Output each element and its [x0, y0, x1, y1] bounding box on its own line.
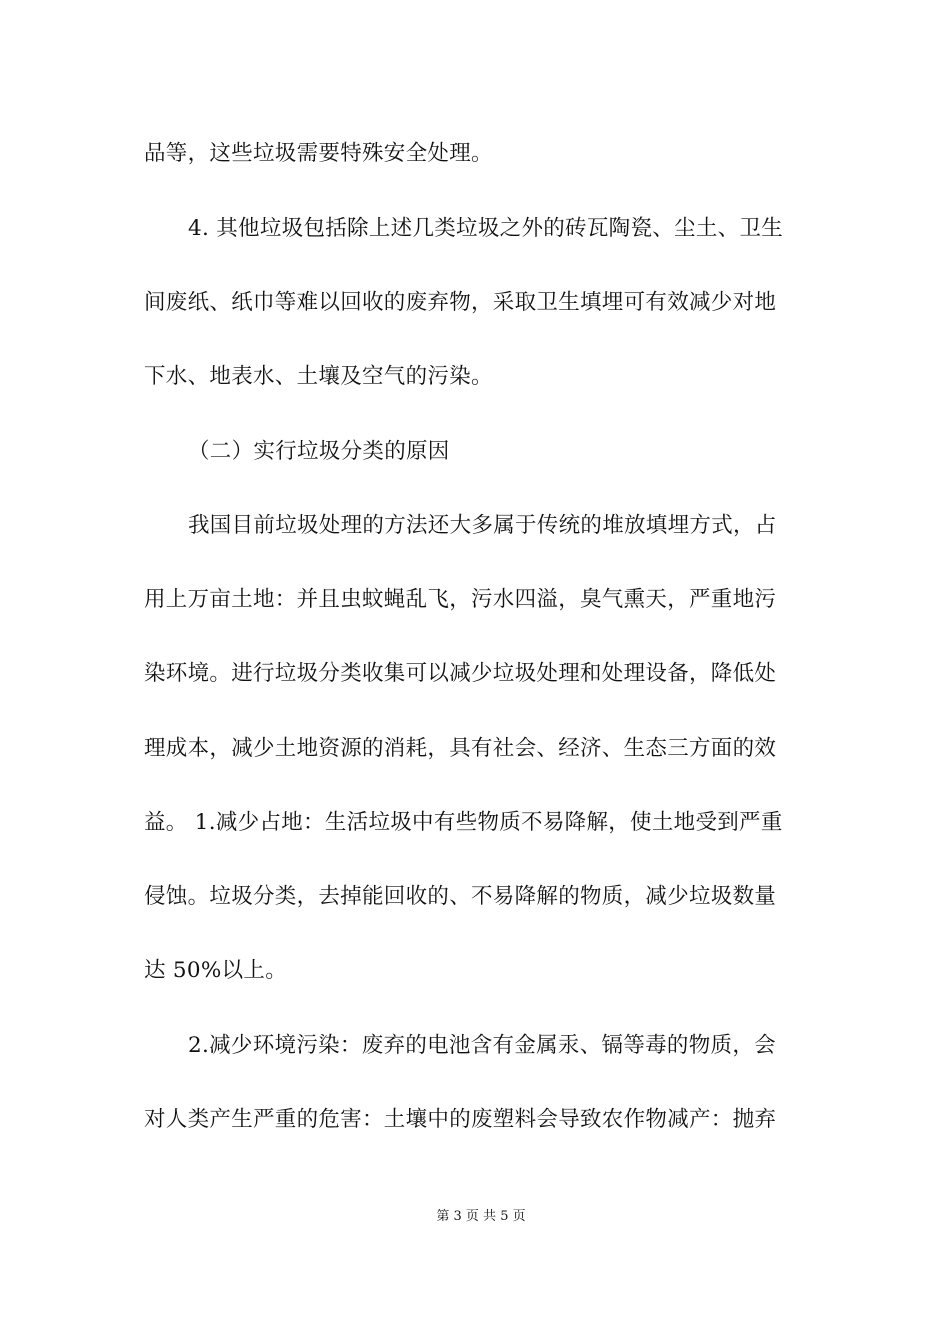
text-line: 理成本，减少土地资源的消耗，具有社会、经济、生态三方面的效 [144, 736, 777, 761]
text-line: 益。 1.减少占地：生活垃圾中有些物质不易降解，使土地受到严重 [144, 810, 783, 835]
page-number-footer: 第 3 页 共 5 页 [436, 1209, 526, 1224]
text-line: 达 50%以上。 [144, 958, 288, 983]
text-line: 对人类产生严重的危害：土壤中的废塑料会导致农作物减产：抛弃 [144, 1107, 777, 1132]
text-line: 侵蚀。垃圾分类，去掉能回收的、不易降解的物质，减少垃圾数量 [144, 884, 777, 909]
text-line: 2.减少环境污染：废弃的电池含有金属汞、镉等毒的物质，会 [188, 1033, 776, 1058]
text-line: 我国目前垃圾处理的方法还大多属于传统的堆放填埋方式，占 [188, 513, 777, 538]
text-line: 间废纸、纸巾等难以回收的废弃物，采取卫生填埋可有效减少对地 [144, 290, 777, 315]
text-line: 4. 其他垃圾包括除上述几类垃圾之外的砖瓦陶瓷、尘土、卫生 [188, 216, 784, 241]
text-line: 用上万亩土地：并且虫蚊蝇乱飞，污水四溢，臭气熏天，严重地污 [144, 587, 777, 612]
section-heading: （二）实行垃圾分类的原因 [188, 439, 450, 464]
text-line: 品等，这些垃圾需要特殊安全处理。 [144, 141, 493, 166]
text-line: 染环境。进行垃圾分类收集可以减少垃圾处理和处理设备，降低处 [144, 661, 777, 686]
text-line: 下水、地表水、土壤及空气的污染。 [144, 364, 493, 389]
